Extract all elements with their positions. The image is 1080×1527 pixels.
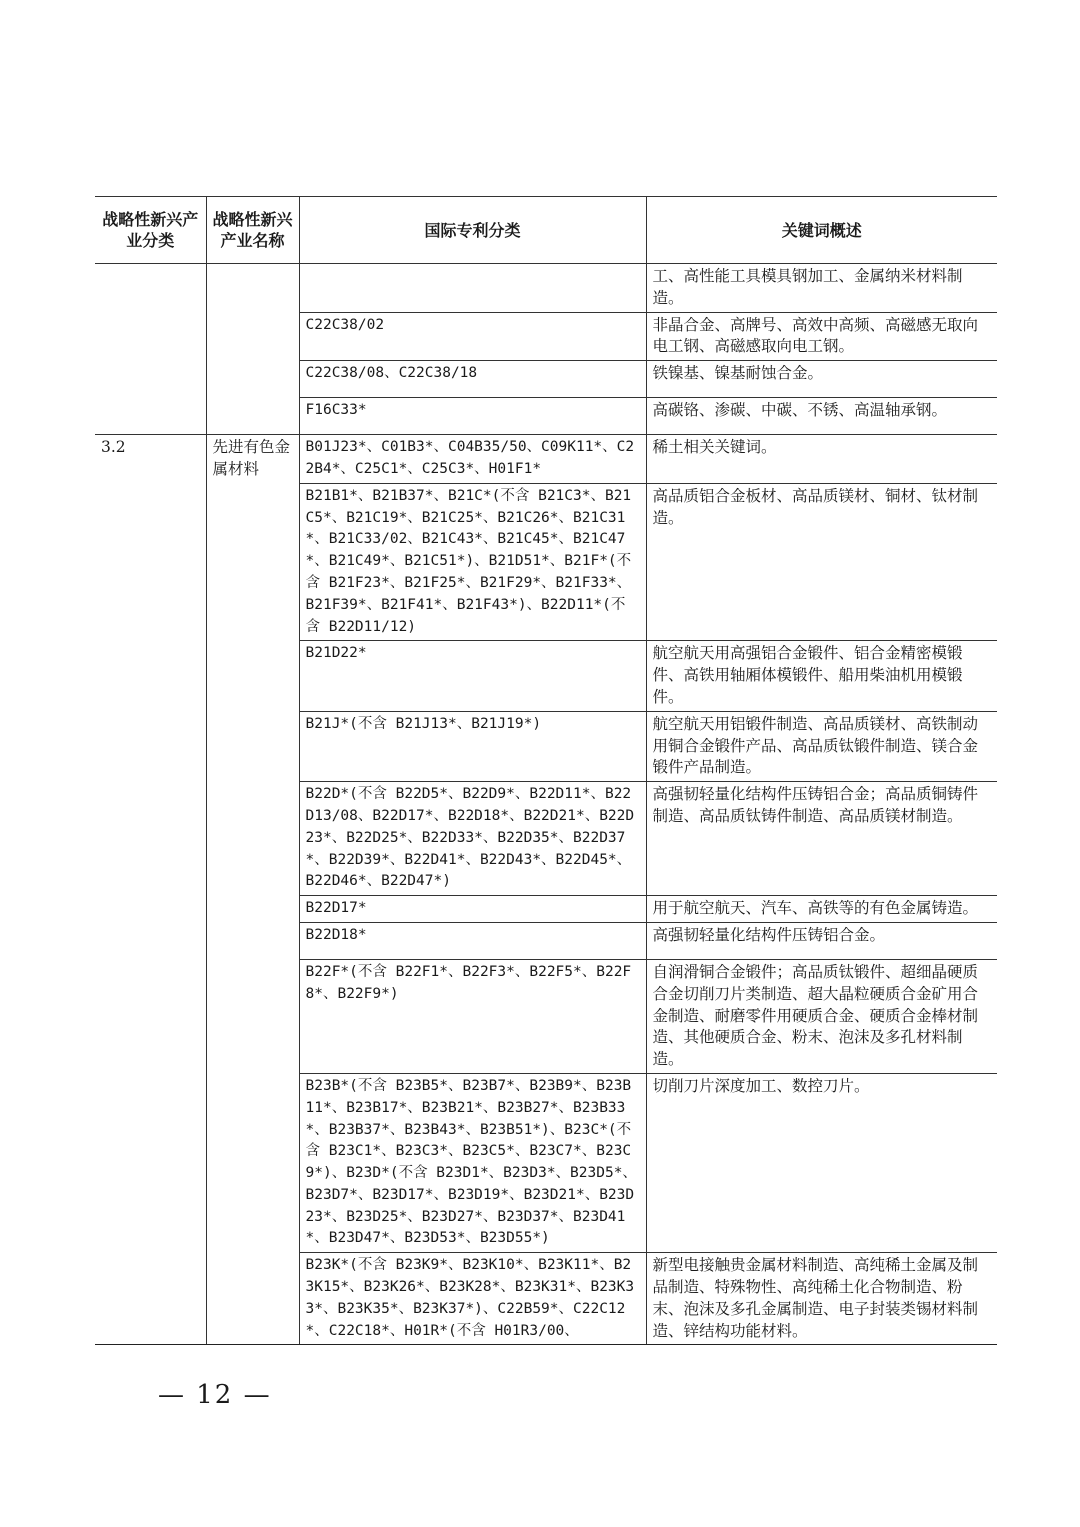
industry-name-cell	[206, 922, 299, 959]
ipc-cell: B21J*(不含 B21J13*、B21J19*)	[299, 711, 646, 781]
ipc-table-container	[95, 196, 997, 1345]
category-cell	[95, 264, 206, 313]
keywords-cell: 自润滑铜合金锻件；高品质钛锻件、超细晶硬质合金切削刀片类制造、超大晶粒硬质合金矿用合金制造、耐磨零件用硬质合金、硬质合金棒材制造、其他硬质合金、粉末、泡沫及多孔材料制造。	[646, 959, 997, 1073]
category-cell	[95, 483, 206, 641]
header-industry-name: 战略性新兴产业名称	[206, 197, 299, 264]
industry-name-cell	[206, 782, 299, 896]
industry-name-cell	[206, 896, 299, 923]
industry-name-cell	[206, 1253, 299, 1345]
ipc-cell: B22D17*	[299, 896, 646, 923]
industry-name-cell	[206, 1073, 299, 1252]
industry-name-cell	[206, 641, 299, 711]
table-row	[95, 641, 997, 711]
table-row	[95, 483, 997, 641]
industry-name-cell	[206, 264, 299, 313]
keywords-cell: 铁镍基、镍基耐蚀合金。	[646, 361, 997, 398]
category-cell	[95, 922, 206, 959]
table-row	[95, 711, 997, 781]
industry-name-cell	[206, 959, 299, 1073]
industry-name-cell	[206, 483, 299, 641]
table-row	[95, 312, 997, 361]
table-row	[95, 435, 997, 484]
ipc-cell: B23K*(不含 B23K9*、B23K10*、B23K11*、B23K15*、B23K26*、B23K28*、B23K31*、B23K33*、B23K35*、B23K37*)、C22B59*、C22C12*、C22C18*、H01R*(不含 H01R3/00、	[299, 1253, 646, 1345]
ipc-cell: B22F*(不含 B22F1*、B22F3*、B22F5*、B22F8*、B22F9*)	[299, 959, 646, 1073]
ipc-cell: B22D18*	[299, 922, 646, 959]
ipc-cell: B21B1*、B21B37*、B21C*(不含 B21C3*、B21C5*、B21C19*、B21C25*、B21C26*、B21C31*、B21C33/02、B21C43*、B21C45*、B21C47*、B21C49*、B21C51*)、B21D51*、B21F*(不含 B21F23*、B21F25*、B21F29*、B21F33*、B21F39*、B21F41*、B21F43*)、B22D11*(不含 B22D11/12)	[299, 483, 646, 641]
category-cell	[95, 782, 206, 896]
table-row	[95, 782, 997, 896]
ipc-cell: B22D*(不含 B22D5*、B22D9*、B22D11*、B22D13/08、B22D17*、B22D18*、B22D21*、B22D23*、B22D25*、B22D33*、B22D35*、B22D37*、B22D39*、B22D41*、B22D43*、B22D45*、B22D46*、B22D47*)	[299, 782, 646, 896]
table-row	[95, 398, 997, 435]
ipc-cell: F16C33*	[299, 398, 646, 435]
keywords-cell: 用于航空航天、汽车、高铁等的有色金属铸造。	[646, 896, 997, 923]
ipc-cell: C22C38/02	[299, 312, 646, 361]
category-cell: 3.2	[95, 435, 206, 484]
keywords-cell: 工、高性能工具模具钢加工、金属纳米材料制造。	[646, 264, 997, 313]
category-cell	[95, 361, 206, 398]
keywords-cell: 航空航天用铝锻件制造、高品质镁材、高铁制动用铜合金锻件产品、高品质钛锻件制造、镁合金锻件产品制造。	[646, 711, 997, 781]
industry-name-cell	[206, 711, 299, 781]
ipc-cell: B21D22*	[299, 641, 646, 711]
category-cell	[95, 959, 206, 1073]
page-number: — 12 —	[158, 1380, 272, 1410]
table-row	[95, 959, 997, 1073]
industry-name-cell	[206, 312, 299, 361]
industry-name-cell: 先进有色金属材料	[206, 435, 299, 484]
category-cell	[95, 398, 206, 435]
table-row	[95, 1073, 997, 1252]
table-row	[95, 361, 997, 398]
ipc-cell	[299, 264, 646, 313]
keywords-cell: 航空航天用高强铝合金锻件、铝合金精密模锻件、高铁用轴厢体模锻件、船用柴油机用模锻件。	[646, 641, 997, 711]
table-row	[95, 922, 997, 959]
header-ipc: 国际专利分类	[299, 197, 646, 264]
category-cell	[95, 711, 206, 781]
keywords-cell: 切削刀片深度加工、数控刀片。	[646, 1073, 997, 1252]
header-category: 战略性新兴产业分类	[95, 197, 206, 264]
category-cell	[95, 312, 206, 361]
keywords-cell: 稀土相关关键词。	[646, 435, 997, 484]
keywords-cell: 高品质铝合金板材、高品质镁材、铜材、钛材制造。	[646, 483, 997, 641]
keywords-cell: 高强韧轻量化结构件压铸铝合金；高品质铜铸件制造、高品质钛铸件制造、高品质镁材制造。	[646, 782, 997, 896]
category-cell	[95, 896, 206, 923]
table-row	[95, 1253, 997, 1345]
table-header-row	[95, 197, 997, 264]
category-cell	[95, 641, 206, 711]
keywords-cell: 非晶合金、高牌号、高效中高频、高磁感无取向电工钢、高磁感取向电工钢。	[646, 312, 997, 361]
table-row	[95, 896, 997, 923]
ipc-cell: C22C38/08、C22C38/18	[299, 361, 646, 398]
keywords-cell: 新型电接触贵金属材料制造、高纯稀土金属及制品制造、特殊物性、高纯稀土化合物制造、粉末、泡沫及多孔金属制造、电子封装类锡材料制造、锌结构功能材料。	[646, 1253, 997, 1345]
category-cell	[95, 1253, 206, 1345]
keywords-cell: 高强韧轻量化结构件压铸铝合金。	[646, 922, 997, 959]
industry-name-cell	[206, 361, 299, 398]
ipc-cell: B01J23*、C01B3*、C04B35/50、C09K11*、C22B4*、C25C1*、C25C3*、H01F1*	[299, 435, 646, 484]
ipc-cell: B23B*(不含 B23B5*、B23B7*、B23B9*、B23B11*、B23B17*、B23B21*、B23B27*、B23B33*、B23B37*、B23B43*、B23B51*)、B23C*(不含 B23C1*、B23C3*、B23C5*、B23C7*、B23C9*)、B23D*(不含 B23D1*、B23D3*、B23D5*、B23D7*、B23D17*、B23D19*、B23D21*、B23D23*、B23D25*、B23D27*、B23D37*、B23D41*、B23D47*、B23D53*、B23D55*)	[299, 1073, 646, 1252]
industry-name-cell	[206, 398, 299, 435]
header-keywords: 关键词概述	[646, 197, 997, 264]
ipc-classification-table	[95, 196, 997, 1345]
table-row	[95, 264, 997, 313]
keywords-cell: 高碳铬、渗碳、中碳、不锈、高温轴承钢。	[646, 398, 997, 435]
category-cell	[95, 1073, 206, 1252]
